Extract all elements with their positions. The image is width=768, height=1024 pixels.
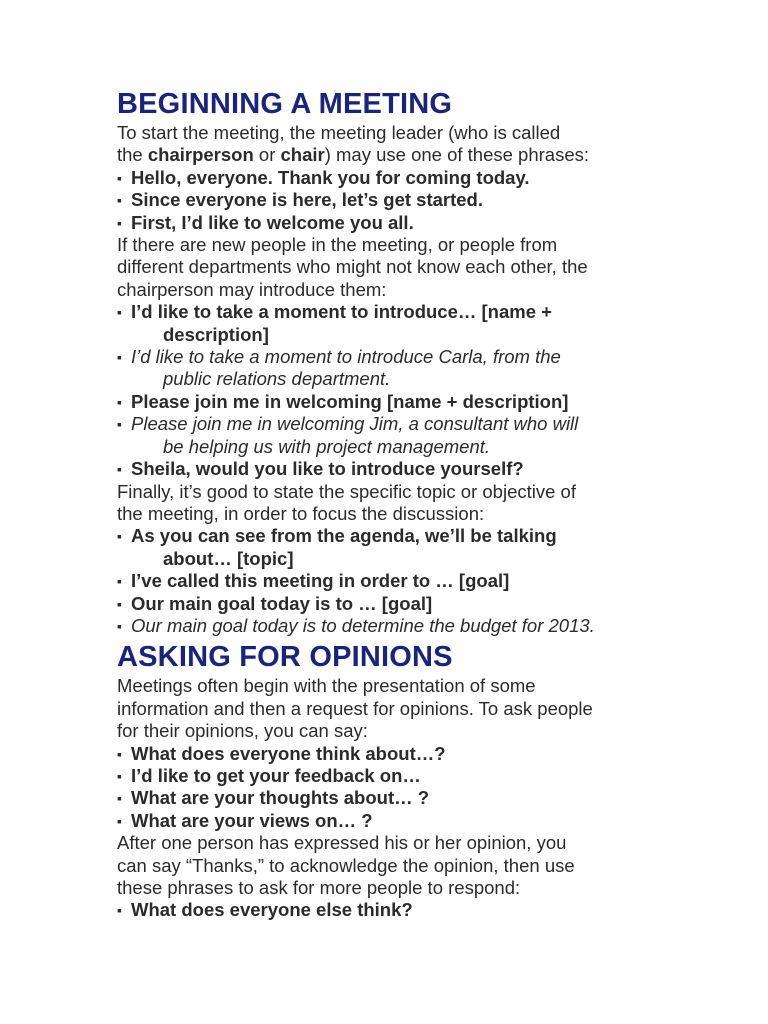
paragraph-intro: To start the meeting, the meeting leader (who is called the chairperson or chair) may use one of these phrases: (117, 122, 590, 166)
list-item-phrase: ▪ I’d like to take a moment to introduce… [name + description] (117, 301, 552, 345)
section-heading-beginning-meeting: BEGINNING A MEETING (117, 88, 453, 120)
paragraph-more-responses: After one person has expressed his or her opinion, you can say “Thanks,” to acknowledge the opinion, then use these phrases to ask for more people to respond: (117, 832, 575, 898)
list-item-phrase: ▪ I’ve called this meeting in order to … [goal] (117, 570, 510, 592)
list-item-phrase: ▪ As you can see from the agenda, we’ll be talking about… [topic] (117, 525, 557, 569)
list-item-example: ▪ Please join me in welcoming Jim, a consultant who will be helping us with project management. (117, 413, 579, 457)
paragraph-new-people: If there are new people in the meeting, or people from different departments who might not know each other, the chairperson may introduce them: (117, 234, 588, 300)
list-item-example: ▪ I’d like to take a moment to introduce Carla, from the public relations department. (117, 346, 561, 390)
document-page (117, 86, 677, 922)
list-item-phrase: ▪ What are your views on… ? (117, 809, 373, 831)
list-item-phrase: ▪ What does everyone else think? (117, 899, 413, 921)
list-item-phrase: ▪ Hello, everyone. Thank you for coming today. (117, 166, 530, 188)
list-item-phrase: ▪ First, I’d like to welcome you all. (117, 211, 414, 233)
paragraph-topic: Finally, it’s good to state the specific topic or objective of the meeting, in order to focus the discussion: (117, 480, 576, 524)
list-item-phrase: ▪ What does everyone think about…? (117, 742, 446, 764)
list-item-phrase: ▪ Sheila, would you like to introduce yourself? (117, 458, 524, 480)
list-item-phrase: ▪ Please join me in welcoming [name + description] (117, 390, 569, 412)
paragraph-opinions-intro: Meetings often begin with the presentation of some information and then a request for opinions. To ask people for their opinions, you can say: (117, 675, 593, 742)
list-item-example: ▪ Our main goal today is to determine the budget for 2013. (117, 614, 595, 636)
list-item-phrase: ▪ What are your thoughts about… ? (117, 787, 430, 809)
section-heading-asking-opinions: ASKING FOR OPINIONS (117, 641, 453, 674)
list-item-phrase: ▪ I’d like to get your feedback on… (117, 764, 421, 786)
list-item-phrase: ▪ Since everyone is here, let’s get started. (117, 189, 483, 211)
list-item-phrase: ▪ Our main goal today is to … [goal] (117, 592, 433, 614)
